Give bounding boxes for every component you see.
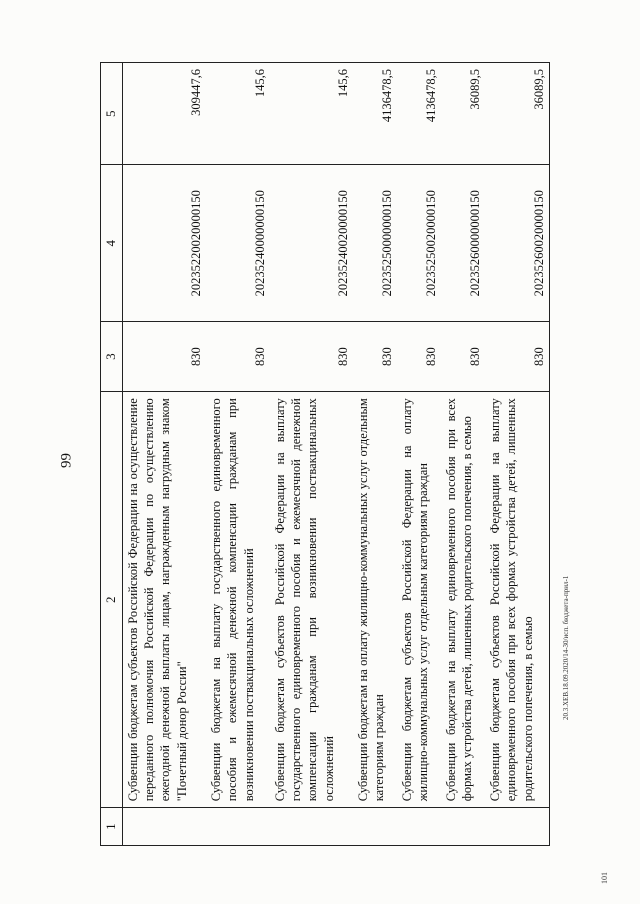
row-code-cell: 830	[270, 321, 353, 391]
header-row	[101, 63, 123, 846]
corner-page-fragment: 101	[600, 872, 609, 884]
column-header-3: 3	[101, 321, 123, 391]
row-name-cell: Субвенции бюджетам субъектов Российской Федерации на выплату единовременного пособия при всех формах устройства детей, лишенных родительского попечения, в семью	[485, 392, 549, 808]
row-kbk-cell: 20235260000000150	[441, 165, 485, 321]
row-code-cell: 830	[485, 321, 549, 391]
row-amount-cell: 145,6	[206, 63, 270, 166]
page-number: 99	[58, 453, 75, 468]
column-header-4: 4	[101, 165, 123, 321]
row-code-cell: 830	[206, 321, 270, 391]
row-amount-cell: 4136478,5	[397, 63, 441, 166]
row-code-cell: 830	[441, 321, 485, 391]
row-number-cell	[122, 808, 206, 846]
row-code-cell: 830	[122, 321, 206, 391]
row-amount-cell: 145,6	[270, 63, 353, 166]
row-name-cell: Субвенции бюджетам субъектов Российской Федерации на выплату государственного единовременного пособия и ежемесячной денежной компенсации гражданам при возникновении поствакцинальных осложнений	[270, 392, 353, 808]
table-row	[353, 63, 397, 846]
budget-table	[100, 62, 550, 846]
table-row	[441, 63, 485, 846]
row-number-cell	[397, 808, 441, 846]
row-code-cell: 830	[397, 321, 441, 391]
row-name-cell: Субвенции бюджетам на оплату жилищно-коммунальных услуг отдельным категориям граждан	[353, 392, 397, 808]
row-number-cell	[441, 808, 485, 846]
row-kbk-cell: 20235250000000150	[353, 165, 397, 321]
row-number-cell	[206, 808, 270, 846]
row-number-cell	[270, 808, 353, 846]
column-header-1: 1	[101, 808, 123, 846]
table-row	[270, 63, 353, 846]
footer-stamp: 20.3.ХЕВ.18.09.2020/14-30/исп. бюджета-прил-1	[562, 575, 570, 720]
table-row	[122, 63, 206, 846]
row-name-cell: Субвенции бюджетам на выплату государственного единовременного пособия и ежемесячной денежной компенсации гражданам при возникновении поствакцинальных осложнений	[206, 392, 270, 808]
row-name-cell: Субвенции бюджетам субъектов Российской Федерации на оплату жилищно-коммунальных услуг отдельным категориям граждан	[397, 392, 441, 808]
row-amount-cell: 309447,6	[122, 63, 206, 166]
row-kbk-cell: 20235240020000150	[270, 165, 353, 321]
row-number-cell	[353, 808, 397, 846]
row-name-cell: Субвенции бюджетам на выплату единовременного пособия при всех формах устройства детей, лишенных родительского попечения, в семью	[441, 392, 485, 808]
row-kbk-cell: 20235220020000150	[122, 165, 206, 321]
row-code-cell: 830	[353, 321, 397, 391]
column-header-2: 2	[101, 392, 123, 808]
row-kbk-cell: 20235250020000150	[397, 165, 441, 321]
row-amount-cell: 36089,5	[441, 63, 485, 166]
row-kbk-cell: 20235260020000150	[485, 165, 549, 321]
row-amount-cell: 4136478,5	[353, 63, 397, 166]
row-kbk-cell: 20235240000000150	[206, 165, 270, 321]
column-header-5: 5	[101, 63, 123, 166]
table-row	[206, 63, 270, 846]
row-number-cell	[485, 808, 549, 846]
budget-table-container	[100, 62, 550, 846]
table-row	[397, 63, 441, 846]
table-row	[485, 63, 549, 846]
row-name-cell: Субвенции бюджетам субъектов Российской Федерации на осуществление переданного полномочия Российской Федерации по осуществлению ежегодной денежной выплаты лицам, награжденным нагрудным знаком "Почетный донор России"	[122, 392, 206, 808]
row-amount-cell: 36089,5	[485, 63, 549, 166]
